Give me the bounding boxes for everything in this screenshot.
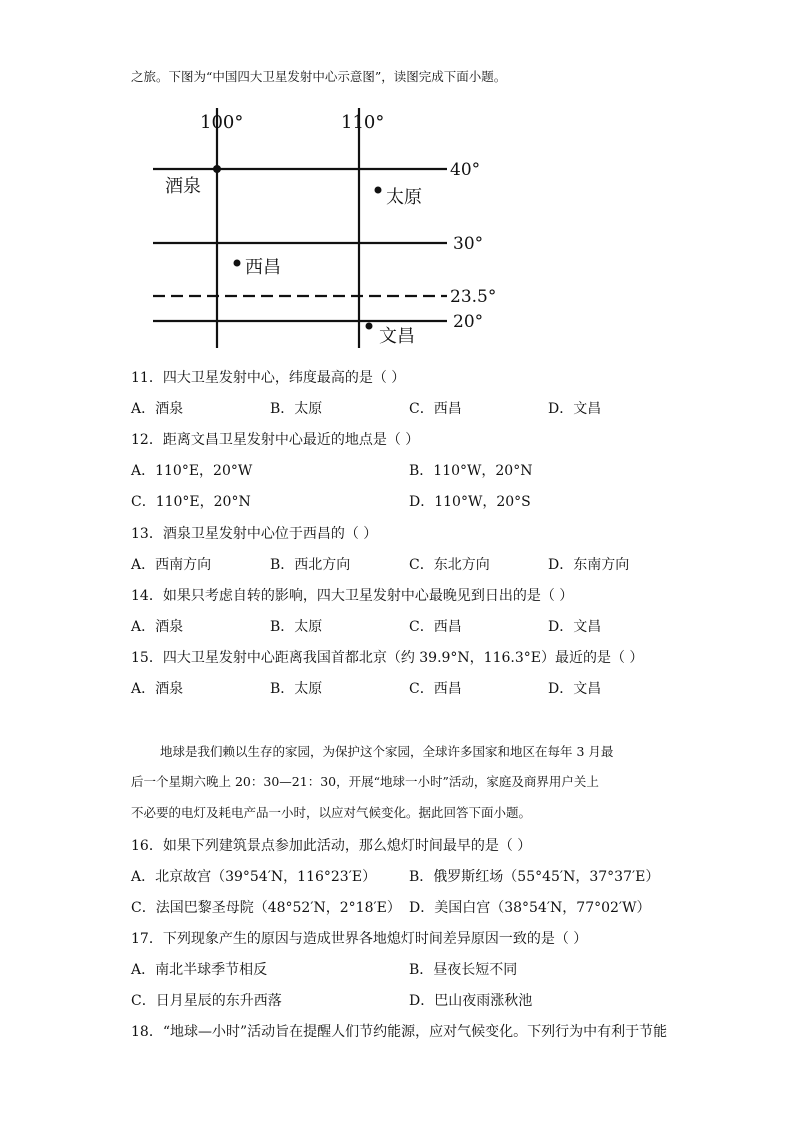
q13-option-d: D．东南方向 xyxy=(548,557,630,573)
q17-option-d: D．巴山夜雨涨秋池 xyxy=(409,993,533,1009)
q14-option-a: A．酒泉 xyxy=(131,619,184,635)
q14-option-b: B．太原 xyxy=(270,619,323,635)
q12-option-c: C．110°E，20°N xyxy=(131,494,251,510)
q11-option-d: D．文昌 xyxy=(548,401,602,417)
passage-line-2: 后一个星期六晚上 20：30—21：30，开展“地球一小时”活动，家庭及商界用户关上 xyxy=(131,774,599,789)
center-label-taiyuan: 太原 xyxy=(386,187,422,208)
center-dot-xichang xyxy=(234,260,241,267)
lat-label-40: 40° xyxy=(450,160,481,180)
intro-line: 之旅。下图为“中国四大卫星发射中心示意图”，读图完成下面小题。 xyxy=(131,69,507,84)
q16-option-a: A．北京故宫（39°54′N，116°23′E） xyxy=(131,869,377,885)
lat-label-20: 20° xyxy=(453,312,484,332)
q12-option-d: D．110°W，20°S xyxy=(409,494,531,510)
q13-option-a: A．西南方向 xyxy=(131,557,212,573)
lon-label-100: 100° xyxy=(200,112,244,133)
passage-line-3: 不必要的电灯及耗电产品一小时，以应对气候变化。据此回答下面小题。 xyxy=(131,805,532,820)
center-dot-jiuquan xyxy=(213,165,221,173)
lon-label-110: 110° xyxy=(341,112,385,133)
satellite-center-map xyxy=(145,108,505,348)
center-label-xichang: 西昌 xyxy=(245,257,281,278)
passage-line-1: 地球是我们赖以生存的家园，为保护这个家园，全球许多国家和地区在每年 3 月最 xyxy=(160,744,614,759)
q15-option-b: B．太原 xyxy=(270,681,323,697)
q13-option-b: B．西北方向 xyxy=(270,557,351,573)
q12-option-a: A．110°E，20°W xyxy=(131,463,253,479)
question-12: 12．距离文昌卫星发射中心最近的地点是（ ） xyxy=(131,432,420,448)
q11-option-b: B．太原 xyxy=(270,401,323,417)
q14-option-c: C．西昌 xyxy=(409,619,462,635)
q16-option-b: B．俄罗斯红场（55°45′N，37°37′E） xyxy=(409,869,660,885)
question-15: 15．四大卫星发射中心距离我国首都北京（约 39.9°N，116.3°E）最近的是（ ） xyxy=(131,650,644,666)
question-18: 18．“地球—小时”活动旨在提醒人们节约能源，应对气候变化。下列行为中有利于节能 xyxy=(131,1024,668,1040)
q15-option-d: D．文昌 xyxy=(548,681,602,697)
question-13: 13．酒泉卫星发射中心位于西昌的（ ） xyxy=(131,526,378,542)
center-dot-taiyuan xyxy=(375,187,382,194)
q15-option-c: C．西昌 xyxy=(409,681,462,697)
q11-option-c: C．西昌 xyxy=(409,401,462,417)
q17-option-c: C．日月星辰的东升西落 xyxy=(131,993,282,1009)
q13-option-c: C．东北方向 xyxy=(409,557,490,573)
question-14: 14．如果只考虑自转的影响，四大卫星发射中心最晚见到日出的是（ ） xyxy=(131,588,574,604)
lat-label-30: 30° xyxy=(453,234,484,254)
question-11: 11．四大卫星发射中心，纬度最高的是（ ） xyxy=(131,370,406,386)
center-dot-wenchang xyxy=(366,323,373,330)
question-16: 16．如果下列建筑景点参加此活动，那么熄灯时间最早的是（ ） xyxy=(131,838,532,854)
q12-option-b: B．110°W，20°N xyxy=(409,463,533,479)
q14-option-d: D．文昌 xyxy=(548,619,602,635)
q17-option-a: A．南北半球季节相反 xyxy=(131,962,268,978)
center-label-wenchang: 文昌 xyxy=(379,326,415,347)
q16-option-c: C．法国巴黎圣母院（48°52′N，2°18′E） xyxy=(131,900,401,916)
q16-option-d: D．美国白宫（38°54′N，77°02′W） xyxy=(409,900,651,916)
q15-option-a: A．酒泉 xyxy=(131,681,184,697)
question-17: 17．下列现象产生的原因与造成世界各地熄灯时间差异原因一致的是（ ） xyxy=(131,931,588,947)
center-label-jiuquan: 酒泉 xyxy=(165,176,201,197)
q11-option-a: A．酒泉 xyxy=(131,401,184,417)
q17-option-b: B．昼夜长短不同 xyxy=(409,962,518,978)
lat-label-23-5: 23.5° xyxy=(450,287,497,307)
